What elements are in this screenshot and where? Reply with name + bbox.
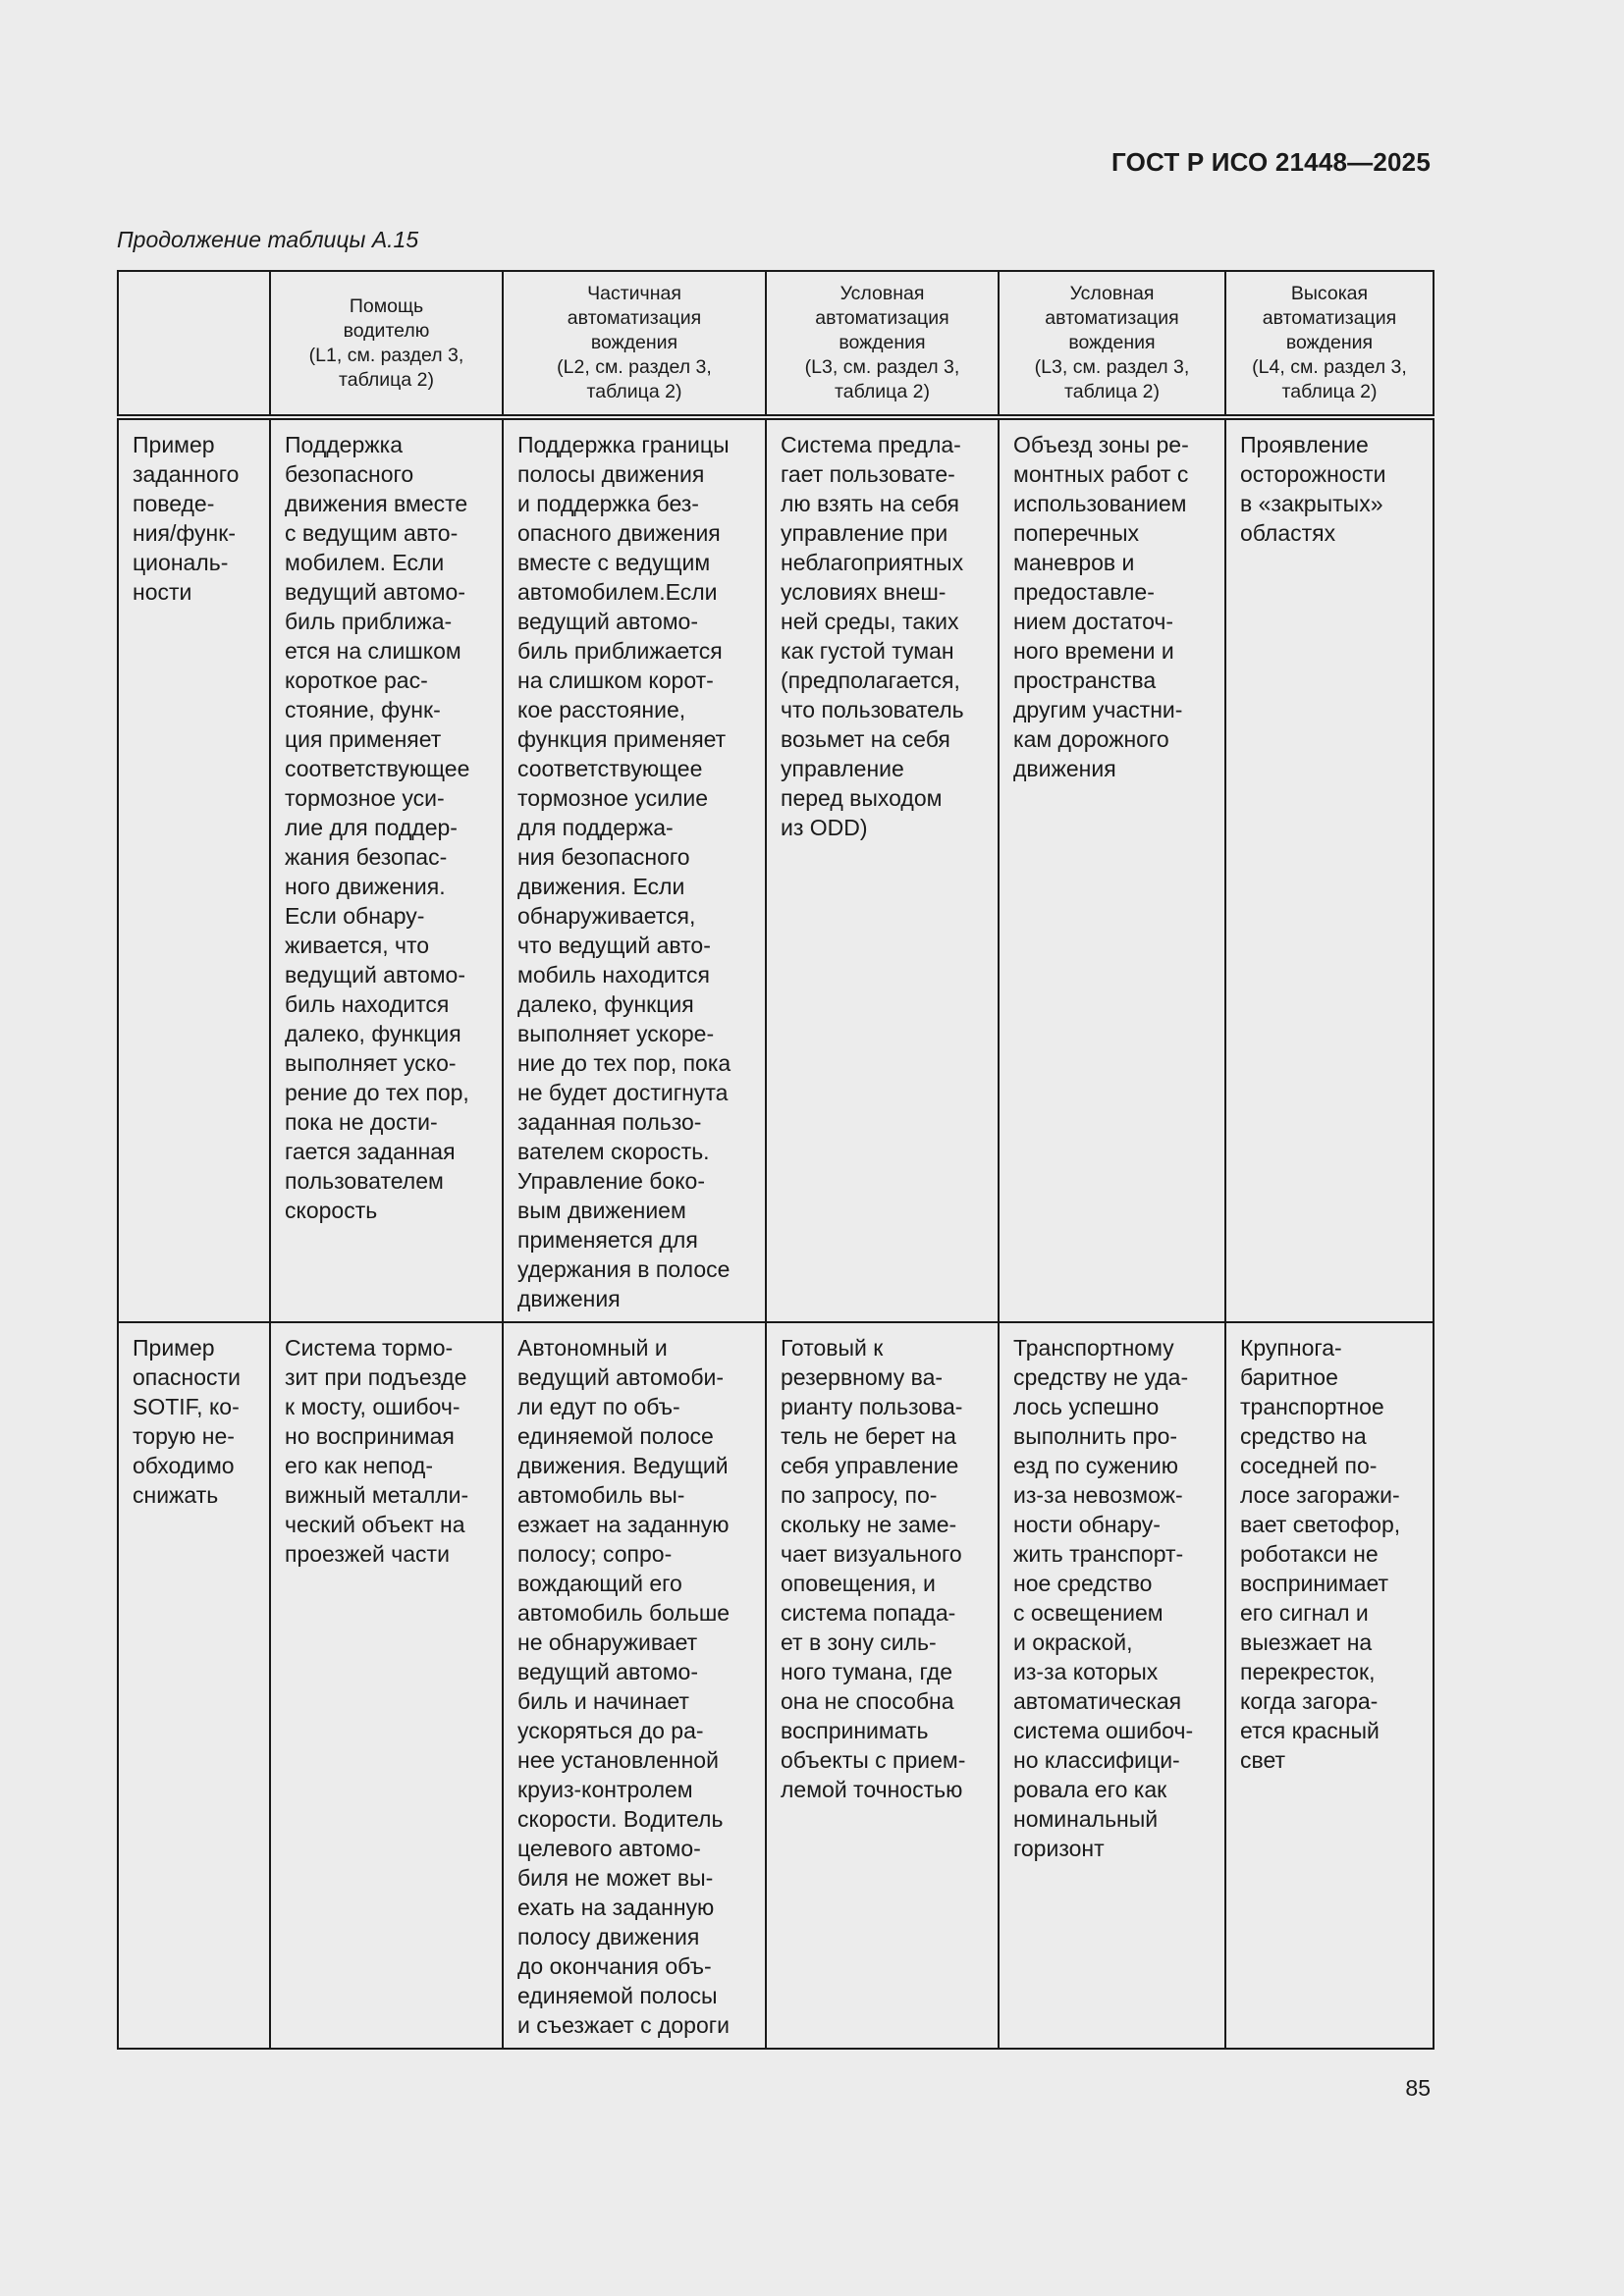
cell-text: Автономный и ведущий автомоби- ли едут по объ- единяемой полосе движения. Ведущий автомобиль вы- езжает на заданную полосу; сопро- вождающий его автомобиль больше не обнаруживает ведущий автомо- биль и начинает ускоряться до ра- нее установленной круиз-контролем скорости. Водитель целевого автомо- биля не может вы- ехать на заданную полосу движения до окончания объ- единяемой полосы и съезжает с дороги — [517, 1335, 731, 2038]
page-number: 85 — [1405, 2075, 1431, 2101]
cell-text: Крупнога- баритное транспортное средство на соседней по- лосе загоражи- вает светофор, роботакси не воспринимает его сигнал и выезжает на перекресток, когда загора- ется красный свет — [1240, 1335, 1401, 1773]
column-header-text: Условная автоматизация вождения (L3, см. раздел 3, таблица 2) — [804, 283, 960, 402]
table-cell — [1225, 1322, 1434, 2049]
cell-text: Транспортному средству не уда- лось успешно выполнить про- езд по сужению из-за невозмож- ности обнару- жить транспорт- ное средство с освещением и окраской, из-за которых автоматическая система ошибоч- но классифици- ровала его как номинальный горизонт — [1013, 1335, 1194, 1861]
header-cell-l1 — [270, 271, 503, 417]
row-label: Пример заданного поведе- ния/функ- циональ- ности — [133, 432, 240, 605]
header-cell-l4 — [1225, 271, 1434, 417]
table-cell — [270, 1322, 503, 2049]
table-cell — [766, 417, 999, 1322]
header-cell-empty — [118, 271, 270, 417]
table-cell — [999, 417, 1225, 1322]
table-cell — [118, 417, 270, 1322]
row-label: Пример опасности SOTIF, ко- торую не- обходимо снижать — [133, 1335, 241, 1508]
table-cell — [270, 417, 503, 1322]
table-cell — [503, 417, 766, 1322]
table-cell — [999, 1322, 1225, 2049]
header-cell-l3-a — [766, 271, 999, 417]
column-header-text: Высокая автоматизация вождения (L4, см. раздел 3, таблица 2) — [1252, 283, 1407, 402]
table-cell — [766, 1322, 999, 2049]
cell-text: Поддержка безопасного движения вместе с ведущим авто- мобилем. Если ведущий автомо- биль приближа- ется на слишком короткое рас- стояние, функ- ция применяет соответствующее тормозное уси- лие для поддер- жания безопас- ного движения. Если обнару- живается, что ведущий автомо- биль находится далеко, функция выполняет уско- рение до тех пор, пока не дости- гается заданная пользователем скорость — [285, 432, 470, 1223]
cell-text: Система тормо- зит при подъезде к мосту, ошибоч- но воспринимая его как непод- вижный металли- ческий объект на проезжей части — [285, 1335, 469, 1567]
table-cell — [503, 1322, 766, 2049]
table-cell — [1225, 417, 1434, 1322]
column-header-text: Условная автоматизация вождения (L3, см. раздел 3, таблица 2) — [1034, 283, 1190, 402]
column-header-text: Помощь водителю (L1, см. раздел 3, таблица 2) — [308, 294, 464, 391]
cell-text: Объезд зоны ре- монтных работ с использованием поперечных маневров и предоставле- нием достаточ- ного времени и пространства другим участни- кам дорожного движения — [1013, 432, 1189, 781]
cell-text: Готовый к резервному ва- рианту пользова- тель не берет на себя управление по запросу, по- скольку не заме- чает визуального оповещения, и система попада- ет в зону силь- ного тумана, где она не способна воспринимать объекты с прием- лемой точностью — [781, 1335, 966, 1802]
table-row — [118, 417, 1434, 1322]
table-row — [118, 1322, 1434, 2049]
header-cell-l2 — [503, 271, 766, 417]
table-cell — [118, 1322, 270, 2049]
cell-text: Проявление осторожности в «закрытых» областях — [1240, 432, 1386, 546]
column-header-text: Частичная автоматизация вождения (L2, см. раздел 3, таблица 2) — [557, 283, 712, 402]
cell-text: Система предла- гает пользовате- лю взять на себя управление при неблагоприятных условиях внеш- ней среды, таких как густой туман (предполагается, что пользователь возьмет на себя управление перед выходом из ODD) — [781, 432, 964, 840]
table-header-row — [118, 271, 1434, 417]
data-table — [117, 270, 1435, 2050]
column-header-text — [119, 336, 269, 351]
table-caption: Продолжение таблицы А.15 — [117, 227, 419, 252]
cell-text: Поддержка границы полосы движения и поддержка без- опасного движения вместе с ведущим автомобилем.Если ведущий автомо- биль приближается на слишком корот- кое расстояние, функция применяет соответствующее тормозное усилие для поддержа- ния безопасного движения. Если обнаруживается, что ведущий авто- мобиль находится далеко, функция выполняет ускоре- ние до тех пор, пока не будет достигнута заданная пользо- вателем скорость. Управление боко- вым движением применяется для удержания в полосе движения — [517, 432, 731, 1311]
header-cell-l3-b — [999, 271, 1225, 417]
document-code-header: ГОСТ Р ИСО 21448—2025 — [1110, 147, 1431, 177]
